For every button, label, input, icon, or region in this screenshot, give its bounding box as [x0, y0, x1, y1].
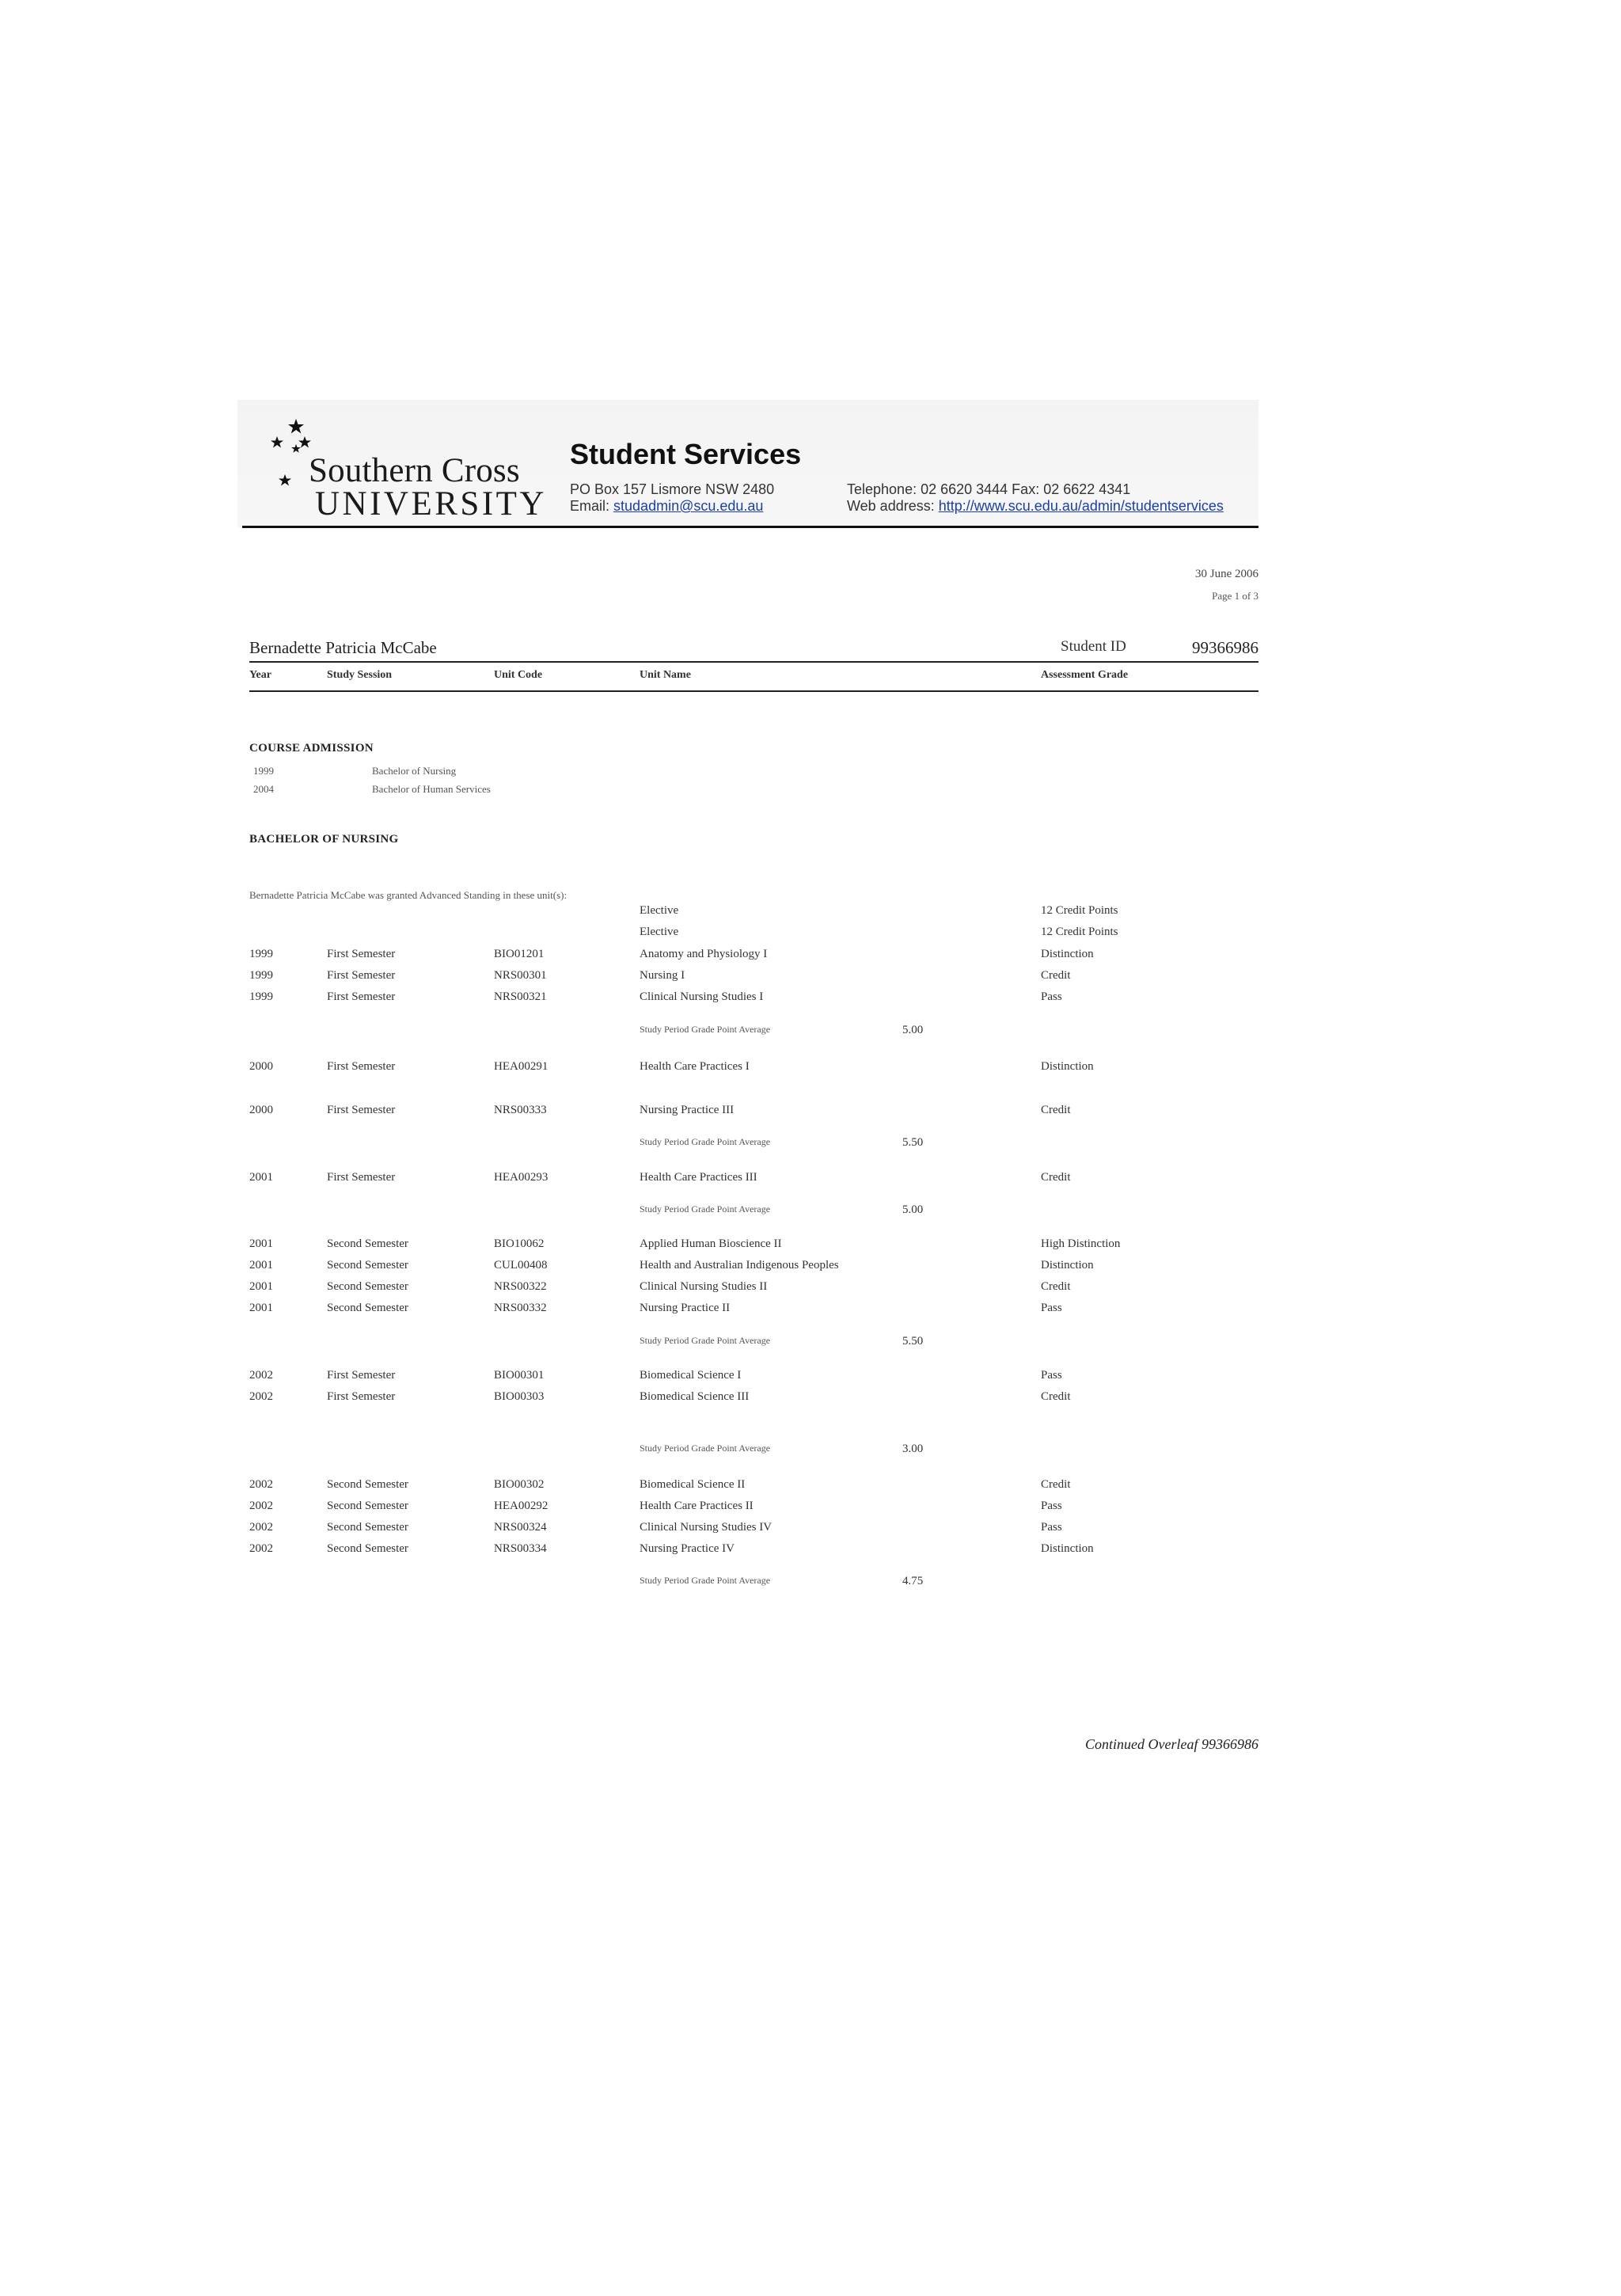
study-session: Second Semester: [327, 1521, 408, 1534]
assessment-grade: Distinction: [1041, 1060, 1094, 1073]
column-header-unit-code: Unit Code: [494, 669, 543, 681]
unit-name: Clinical Nursing Studies II: [640, 1280, 768, 1293]
column-header-assessment-grade: Assessment Grade: [1041, 669, 1129, 681]
year: 2001: [249, 1237, 273, 1250]
transcript-document: [237, 400, 1258, 1752]
assessment-grade: Distinction: [1041, 1259, 1094, 1272]
course-admission-heading: COURSE ADMISSION: [249, 742, 374, 755]
letterhead: [237, 400, 1258, 528]
gpa-label: Study Period Grade Point Average: [640, 1136, 771, 1147]
assessment-grade: High Distinction: [1041, 1237, 1121, 1250]
unit-name: Health and Australian Indigenous Peoples: [640, 1259, 839, 1272]
unit-name: Biomedical Science II: [640, 1478, 746, 1491]
year: 1999: [249, 948, 273, 960]
study-session: Second Semester: [327, 1302, 408, 1314]
contact-phone-block: [847, 481, 1224, 515]
study-session: First Semester: [327, 1369, 396, 1382]
year: 2002: [249, 1390, 273, 1403]
unit-name: Nursing Practice II: [640, 1302, 731, 1314]
study-session: First Semester: [327, 1171, 396, 1184]
year: 2002: [249, 1478, 273, 1491]
web-link[interactable]: http://www.scu.edu.au/admin/studentservices: [938, 498, 1224, 514]
year: 2002: [249, 1521, 273, 1534]
unit-code: HEA00292: [494, 1500, 549, 1512]
assessment-grade: 12 Credit Points: [1041, 926, 1118, 938]
assessment-grade: Pass: [1041, 990, 1062, 1003]
study-session: First Semester: [327, 1390, 396, 1403]
assessment-grade: Credit: [1041, 969, 1071, 982]
column-header-study-session: Study Session: [327, 669, 393, 681]
assessment-grade: Credit: [1041, 1390, 1071, 1403]
unit-name: Elective: [640, 926, 679, 938]
gpa-value: 5.50: [902, 1335, 924, 1348]
bachelor-of-nursing-heading: BACHELOR OF NURSING: [249, 833, 399, 846]
assessment-grade: Credit: [1041, 1280, 1071, 1293]
department-title: Student Services: [570, 438, 802, 470]
assessment-grade: Credit: [1041, 1478, 1071, 1491]
header-rule-bottom: [249, 690, 1258, 692]
column-header-year: Year: [249, 669, 271, 681]
column-header-unit-name: Unit Name: [640, 669, 691, 681]
unit-code: NRS00301: [494, 969, 547, 982]
unit-code: NRS00332: [494, 1302, 547, 1314]
unit-name: Nursing Practice III: [640, 1104, 735, 1116]
admission-course: Bachelor of Human Services: [372, 783, 491, 795]
page-number: Page 1 of 3: [1212, 590, 1258, 602]
study-session: Second Semester: [327, 1500, 408, 1512]
unit-code: BIO00303: [494, 1390, 545, 1403]
unit-name: Health Care Practices II: [640, 1500, 754, 1512]
email-label: Email:: [570, 498, 610, 514]
gpa-value: 4.75: [902, 1575, 924, 1587]
unit-name: Nursing I: [640, 969, 685, 982]
unit-code: NRS00333: [494, 1104, 547, 1116]
issue-date: 30 June 2006: [1195, 568, 1258, 580]
gpa-label: Study Period Grade Point Average: [640, 1203, 771, 1215]
unit-code: BIO01201: [494, 948, 545, 960]
unit-code: NRS00322: [494, 1280, 547, 1293]
unit-name: Health Care Practices III: [640, 1171, 757, 1184]
admission-year: 1999: [253, 765, 274, 777]
unit-code: NRS00324: [494, 1521, 547, 1534]
study-session: First Semester: [327, 990, 396, 1003]
gpa-value: 5.00: [902, 1203, 924, 1216]
assessment-grade: Pass: [1041, 1500, 1062, 1512]
unit-name: Health Care Practices I: [640, 1060, 750, 1073]
student-id-label: Student ID: [1061, 638, 1126, 655]
study-session: Second Semester: [327, 1542, 408, 1555]
study-session: Second Semester: [327, 1259, 408, 1272]
study-session: Second Semester: [327, 1280, 408, 1293]
unit-code: BIO10062: [494, 1237, 545, 1250]
continued-footer: Continued Overleaf 99366986: [1085, 1736, 1258, 1752]
gpa-label: Study Period Grade Point Average: [640, 1335, 771, 1346]
unit-name: Biomedical Science III: [640, 1390, 750, 1403]
postal-address: PO Box 157 Lismore NSW 2480: [570, 481, 775, 497]
unit-name: Biomedical Science I: [640, 1369, 742, 1382]
year: 2001: [249, 1280, 273, 1293]
study-session: First Semester: [327, 1104, 396, 1116]
gpa-value: 5.50: [902, 1136, 924, 1149]
unit-name: Applied Human Bioscience II: [640, 1237, 782, 1250]
gpa-label: Study Period Grade Point Average: [640, 1443, 771, 1454]
unit-name: Anatomy and Physiology I: [640, 948, 768, 960]
year: 2000: [249, 1104, 273, 1116]
logo-text-line1: Southern Cross: [309, 452, 520, 489]
gpa-label: Study Period Grade Point Average: [640, 1575, 771, 1586]
unit-code: BIO00301: [494, 1369, 545, 1382]
header-rule-top: [249, 661, 1258, 663]
assessment-grade: Credit: [1041, 1171, 1071, 1184]
unit-code: HEA00291: [494, 1060, 549, 1073]
unit-code: NRS00321: [494, 990, 547, 1003]
gpa-value: 5.00: [902, 1024, 924, 1036]
gpa-value: 3.00: [902, 1443, 924, 1455]
gpa-label: Study Period Grade Point Average: [640, 1024, 771, 1035]
assessment-grade: Credit: [1041, 1104, 1071, 1116]
admission-year: 2004: [253, 783, 274, 795]
student-name: Bernadette Patricia McCabe: [249, 638, 437, 657]
year: 2002: [249, 1542, 273, 1555]
year: 2000: [249, 1060, 273, 1073]
admission-course: Bachelor of Nursing: [372, 765, 457, 777]
assessment-grade: Distinction: [1041, 948, 1094, 960]
assessment-grade: Pass: [1041, 1369, 1062, 1382]
unit-code: HEA00293: [494, 1171, 549, 1184]
year: 1999: [249, 990, 273, 1003]
letterhead-rule: [242, 526, 1258, 528]
study-session: First Semester: [327, 948, 396, 960]
web-label: Web address:: [847, 498, 935, 514]
unit-name: Clinical Nursing Studies I: [640, 990, 764, 1003]
unit-code: CUL00408: [494, 1259, 548, 1272]
email-link[interactable]: studadmin@scu.edu.au: [613, 498, 764, 514]
contact-address-block: [570, 481, 774, 515]
advanced-standing-note: Bernadette Patricia McCabe was granted Advanced Standing in these unit(s):: [249, 889, 568, 901]
logo-text-line2: UNIVERSITY: [315, 485, 547, 523]
assessment-grade: Distinction: [1041, 1542, 1094, 1555]
year: 2001: [249, 1302, 273, 1314]
unit-name: Nursing Practice IV: [640, 1542, 735, 1555]
unit-code: NRS00334: [494, 1542, 547, 1555]
assessment-grade: Pass: [1041, 1302, 1062, 1314]
telephone-fax: Telephone: 02 6620 3444 Fax: 02 6622 4341: [847, 481, 1131, 497]
year: 1999: [249, 969, 273, 982]
year: 2002: [249, 1500, 273, 1512]
year: 2001: [249, 1259, 273, 1272]
assessment-grade: 12 Credit Points: [1041, 904, 1118, 917]
student-id: 99366986: [1192, 638, 1258, 657]
study-session: Second Semester: [327, 1478, 408, 1491]
unit-code: BIO00302: [494, 1478, 545, 1491]
year: 2001: [249, 1171, 273, 1184]
study-session: First Semester: [327, 969, 396, 982]
year: 2002: [249, 1369, 273, 1382]
study-session: First Semester: [327, 1060, 396, 1073]
unit-name: Clinical Nursing Studies IV: [640, 1521, 773, 1534]
assessment-grade: Pass: [1041, 1521, 1062, 1534]
unit-name: Elective: [640, 904, 679, 917]
study-session: Second Semester: [327, 1237, 408, 1250]
